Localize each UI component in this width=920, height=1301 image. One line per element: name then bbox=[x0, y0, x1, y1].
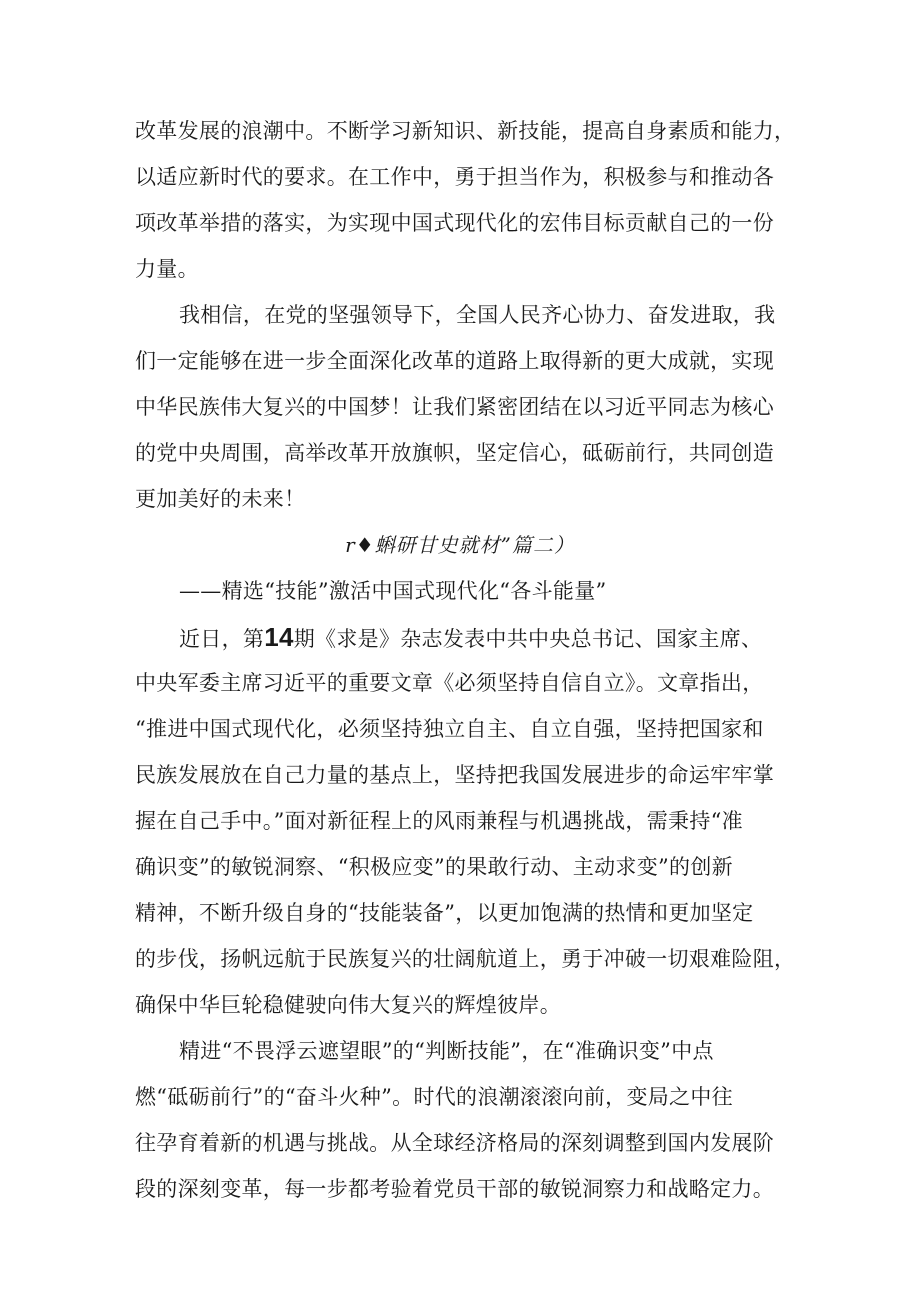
paragraph-line: 民族发展放在自己力量的基点上，坚持把我国发展进步的命运牢牢掌 bbox=[135, 763, 774, 787]
paragraph-line: 确识变”的敏锐洞察、“积极应变”的果敢行动、主动求变”的创新 bbox=[135, 855, 733, 879]
section-subtitle: ——精选“技能”激活中国式现代化“各斗能量” bbox=[179, 579, 607, 603]
paragraph-line-first bbox=[179, 623, 795, 653]
paragraph-text: 近日，第 bbox=[179, 627, 265, 651]
paragraph-line: 中央军委主席习近平的重要文章《必须坚持自信自立》。文章指出， bbox=[135, 671, 764, 695]
paragraph-line: 确保中华巨轮稳健驶向伟大复兴的辉煌彼岸。 bbox=[135, 993, 561, 1017]
paragraph-line: “推进中国式现代化，必须坚持独立自主、自立自强，坚持把国家和 bbox=[135, 717, 764, 741]
paragraph-line: 段的深刻变革，每一步都考验着党员干部的敏锐洞察力和战略定力。 bbox=[135, 1177, 774, 1201]
paragraph-line: 往孕育着新的机遇与挑战。从全球经济格局的深刻调整到国内发展阶 bbox=[135, 1131, 774, 1155]
paragraph-line: 项改革举措的落实，为实现中国式现代化的宏伟目标贡献自己的一份 bbox=[135, 211, 774, 235]
paragraph-line: 改革发展的浪潮中。不断学习新知识、新技能，提高自身素质和能力， bbox=[135, 119, 796, 143]
paragraph-text: 期《求是》杂志发表中共中央总书记、国家主席、 bbox=[293, 627, 763, 651]
paragraph-line: 的党中央周围，高举改革开放旗帜，坚定信心，砥砺前行，共同创造 bbox=[135, 441, 774, 465]
paragraph-line: 我相信，在党的坚强领导下，全国人民齐心协力、奋发进取，我 bbox=[179, 303, 776, 327]
paragraph-line: 精神，不断升级自身的“技能装备”，以更加饱满的热情和更加坚定 bbox=[135, 901, 754, 925]
paragraph-line: 以适应新时代的要求。在工作中，勇于担当作为，积极参与和推动各 bbox=[135, 165, 774, 189]
paragraph-line: 握在自己手中。”面对新征程上的风雨兼程与机遇挑战，需秉持“准 bbox=[135, 809, 743, 833]
paragraph-line: 的步伐，扬帆远航于民族复兴的壮阔航道上，勇于冲破一切艰难险阻， bbox=[135, 947, 796, 971]
paragraph-line: 更加美好的未来！ bbox=[135, 487, 306, 511]
paragraph-line: 们一定能够在进一步全面深化改革的道路上取得新的更大成就，实现 bbox=[135, 349, 774, 373]
paragraph-line: 中华民族伟大复兴的中国梦！让我们紧密团结在以习近平同志为核心 bbox=[135, 395, 774, 419]
paragraph-line: 精进“不畏浮云遮望眼”的“判断技能”，在“准确识变”中点 bbox=[179, 1039, 714, 1063]
paragraph-line: 力量。 bbox=[135, 257, 199, 281]
section-heading: r♦蝌研甘史就材”篇二） bbox=[345, 533, 575, 557]
paragraph-line: 燃“砥砺前行”的“奋斗火种”。时代的浪潮滚滚向前，变局之中往 bbox=[135, 1085, 733, 1109]
issue-number: 14 bbox=[264, 622, 294, 652]
